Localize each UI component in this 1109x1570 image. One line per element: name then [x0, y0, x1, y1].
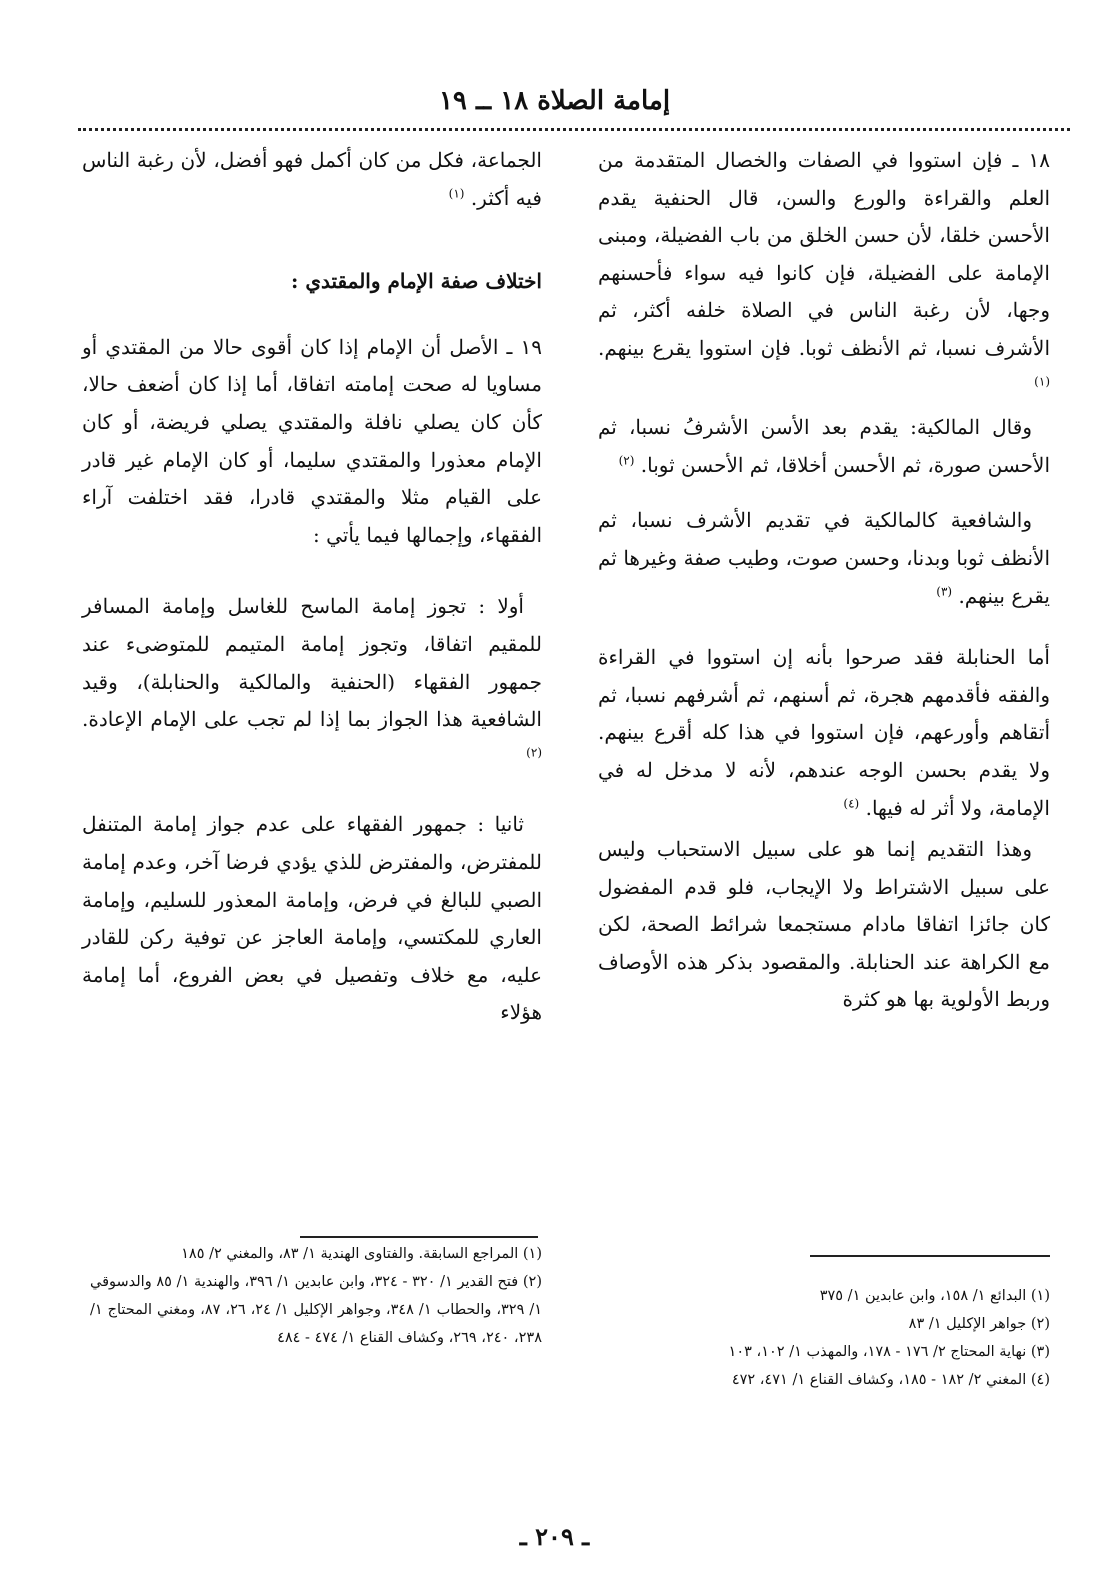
footnote-item: (١) المراجع السابقة. والفتاوى الهندية ١/ ٨٣، والمغني ٢/ ١٨٥ — [181, 1246, 542, 1262]
footnote-item: (٣) نهاية المحتاج ٢/ ١٧٦ - ١٧٨، والمهذب ١/ ١٠٢، ١٠٣ — [728, 1344, 1050, 1360]
left-column — [82, 142, 542, 1032]
footnote-item: (١) البدائع ١/ ١٥٨، وابن عابدين ١/ ٣٧٥ — [819, 1288, 1050, 1304]
paragraph-continuation — [82, 142, 542, 217]
footnote-ref: (١) — [448, 185, 465, 200]
footnotes-left — [90, 1240, 542, 1352]
paragraph-hanabila — [598, 639, 1050, 827]
paragraph-18 — [598, 142, 1050, 405]
section-heading: اختلاف صفة الإمام والمقتدي : — [290, 269, 542, 294]
footnote-divider-left — [300, 1236, 538, 1238]
right-column — [598, 142, 1050, 1019]
paragraph-awwalan — [82, 588, 542, 776]
footnote-ref: (٤) — [843, 795, 860, 810]
paragraph-text: ثانيا : جمهور الفقهاء على عدم جواز إمامة المتنفل للمفترض، والمفترض للذي يؤدي فرضا آخر، وعدم إمامة الصبي للبالغ في فرض، وإمامة المعذور للسليم، وإمامة العاري للمكتسي، وإمامة العاجز عن توفية ركن للقادر عليه، مع خلاف وتفصيل في بعض الفروع، أما إمامة هؤلاء — [82, 812, 542, 1025]
footnote-item: (٤) المغني ٢/ ١٨٢ - ١٨٥، وكشاف القناع ١/ ٤٧١، ٤٧٢ — [731, 1372, 1050, 1388]
footnote-divider-right — [810, 1255, 1050, 1257]
paragraph-text: ١٨ ـ فإن استووا في الصفات والخصال المتقدمة من العلم والقراءة والورع والسن، قال الحنفية يقدم الأحسن خلقا، لأن حسن الخلق من باب الفضيلة، ومبنى الإمامة على الفضيلة، فإن كانوا فيه سواء فأحسنهم وجها، لأن رغبة الناس في الصلاة خلفه أكثر، ثم الأشرف نسبا، ثم الأنظف ثوبا. فإن استووا يقرع بينهم. — [598, 148, 1050, 360]
footnote-item: (٢) جواهر الإكليل ١/ ٨٣ — [908, 1316, 1050, 1332]
footnote-item: (٢) فتح القدير ١/ ٣٢٠ - ٣٢٤، وابن عابدين ١/ ٣٩٦، والهندية ١/ ٨٥ والدسوقي ١/ ٣٢٩، والحطاب ١/ ٣٤٨، وجواهر الإكليل ١/ ٢٤، ٢٦، ٨٧، ومغني المحتاج ١/ ٢٣٨، ٢٤٠، ٢٦٩، وكشاف القناع ١/ ٤٧٤ - ٤٨٤ — [90, 1274, 543, 1346]
footnote-ref: (٣) — [936, 583, 953, 598]
footnotes-right — [598, 1282, 1050, 1394]
header-divider — [78, 128, 1070, 131]
footnote-ref: (٢) — [526, 745, 542, 760]
running-header: إمامة الصلاة ١٨ ــ ١٩ — [438, 86, 671, 116]
footnote-ref: (٢) — [618, 453, 635, 468]
paragraph-text: أولا : تجوز إمامة الماسح للغاسل وإمامة المسافر للمقيم اتفاقا، وتجوز إمامة المتيمم للمتوضىء عند جمهور الفقهاء (الحنفية والمالكية والحنابلة)، وقيد الشافعية هذا الجواز بما إذا لم تجب على الإمام الإعادة. — [82, 594, 542, 732]
paragraph-text: الجماعة، فكل من كان أكمل فهو أفضل، لأن رغبة الناس فيه أكثر. — [82, 148, 542, 210]
paragraph-19 — [82, 329, 542, 555]
paragraph-text: ١٩ ـ الأصل أن الإمام إذا كان أقوى حالا من المقتدي أو مساويا له صحت إمامته اتفاقا، أما إذا كان أضعف حالا، كأن كان يصلي نافلة والمقتدي يصلي فريضة، أو كان الإمام معذورا والمقتدي سليما، أو كان الإمام غير قادر على القيام مثلا والمقتدي قادرا، فقد اختلفت آراء الفقهاء، وإجمالها فيما يأتي : — [82, 334, 542, 547]
paragraph-text: والشافعية كالمالكية في تقديم الأشرف نسبا، ثم الأنظف ثوبا وبدنا، وحسن صوت، وطيب صفة وغيرها ثم يقرع بينهم. — [598, 508, 1050, 608]
footnote-ref: (١) — [1034, 373, 1050, 388]
paragraph-istihbab — [598, 831, 1050, 1019]
paragraph-text: وقال المالكية: يقدم بعد الأسن الأشرفُ نسبا، ثم الأحسن صورة، ثم الأحسن أخلاقا، ثم الأحسن ثوبا. — [598, 415, 1050, 477]
paragraph-shafiiyya — [598, 502, 1050, 615]
paragraph-malikiyya — [598, 409, 1050, 484]
paragraph-thaniyan — [82, 806, 542, 1032]
page-number: ـ ٢٠٩ ـ — [519, 1522, 590, 1551]
paragraph-text: وهذا التقديم إنما هو على سبيل الاستحباب وليس على سبيل الاشتراط ولا الإيجاب، فلو قدم المفضول كان جائزا اتفاقا مادام مستجمعا شرائط الصحة، لكن مع الكراهة عند الحنابلة. والمقصود بذكر هذه الأوصاف وربط الأولوية بها هو كثرة — [598, 837, 1050, 1012]
paragraph-text: أما الحنابلة فقد صرحوا بأنه إن استووا في القراءة والفقه فأقدمهم هجرة، ثم أسنهم، ثم أشرفهم نسبا، ثم أتقاهم وأورعهم، فإن استووا في هذا كله أقرع بينهم. ولا يقدم بحسن الوجه عندهم، لأنه لا مدخل له في الإمامة، ولا أثر له فيها. — [598, 645, 1050, 820]
